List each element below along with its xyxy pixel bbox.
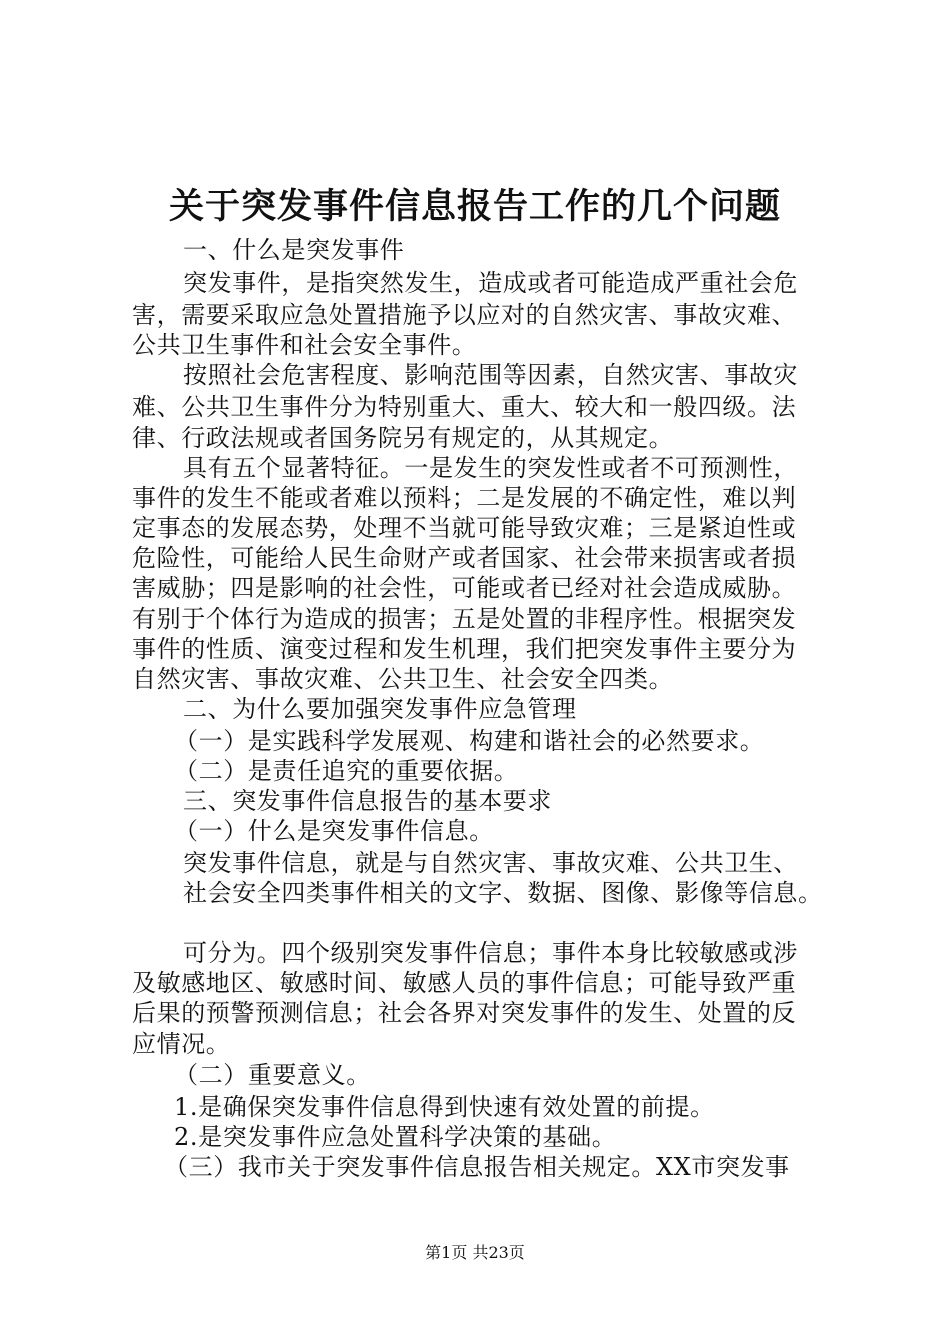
body-line: 突发事件信息，就是与自然灾害、事故灾难、公共卫生、 [183, 849, 798, 877]
body-line: 后果的预警预测信息；社会各界对突发事件的发生、处置的反 [132, 999, 797, 1027]
body-line: 社会安全四类事件相关的文字、数据、图像、影像等信息。 [183, 879, 823, 907]
body-line: 可分为。四个级别突发事件信息；事件本身比较敏感或涉 [183, 939, 798, 967]
body-line: 难、公共卫生事件分为特别重大、重大、较大和一般四级。法 [132, 393, 797, 421]
body-line: 公共卫生事件和社会安全事件。 [132, 331, 477, 359]
body-line: （三）我市关于突发事件信息报告相关规定。XX市突发事 [164, 1153, 790, 1181]
body-line: （一）是实践科学发展观、构建和谐社会的必然要求。 [174, 727, 765, 755]
page-footer: 第1页 共23页 [425, 1243, 525, 1262]
body-line: 事件的性质、演变过程和发生机理，我们把突发事件主要分为 [132, 635, 797, 663]
body-line: 及敏感地区、敏感时间、敏感人员的事件信息；可能导致严重 [132, 969, 797, 997]
body-line: 突发事件，是指突然发生，造成或者可能造成严重社会危 [183, 269, 798, 297]
body-line: 一、什么是突发事件 [183, 236, 405, 264]
body-line: 事件的发生不能或者难以预料；二是发展的不确定性，难以判 [132, 484, 797, 512]
body-line: 应情况。 [132, 1030, 231, 1058]
body-line: 律、行政法规或者国务院另有规定的，从其规定。 [132, 424, 674, 452]
body-line: 定事态的发展态势，处理不当就可能导致灾难；三是紧迫性或 [132, 514, 797, 542]
body-line: 按照社会危害程度、影响范围等因素，自然灾害、事故灾 [183, 361, 798, 389]
section-heading: 三、突发事件信息报告的基本要求 [183, 787, 552, 815]
subsection-heading: （一）什么是突发事件信息。 [174, 817, 494, 845]
section-heading: 二、为什么要加强突发事件应急管理 [183, 695, 577, 723]
document-title: 关于突发事件信息报告工作的几个问题 [168, 186, 781, 227]
body-line: 有别于个体行为造成的损害；五是处置的非程序性。根据突发 [132, 605, 797, 633]
body-line: 具有五个显著特征。一是发生的突发性或者不可预测性， [183, 454, 798, 482]
body-line: 自然灾害、事故灾难、公共卫生、社会安全四类。 [132, 665, 674, 693]
body-line: 2.是突发事件应急处置科学决策的基础。 [174, 1123, 617, 1151]
body-line: 害，需要采取应急处置措施予以应对的自然灾害、事故灾难、 [132, 301, 797, 329]
body-line: （二）是责任追究的重要依据。 [174, 757, 519, 785]
body-line: 危险性，可能给人民生命财产或者国家、社会带来损害或者损 [132, 544, 797, 572]
subsection-heading: （二）重要意义。 [174, 1061, 371, 1089]
body-line: 害威胁；四是影响的社会性，可能或者已经对社会造成威胁。 [132, 574, 797, 602]
body-line: 1.是确保突发事件信息得到快速有效处置的前提。 [174, 1093, 715, 1121]
